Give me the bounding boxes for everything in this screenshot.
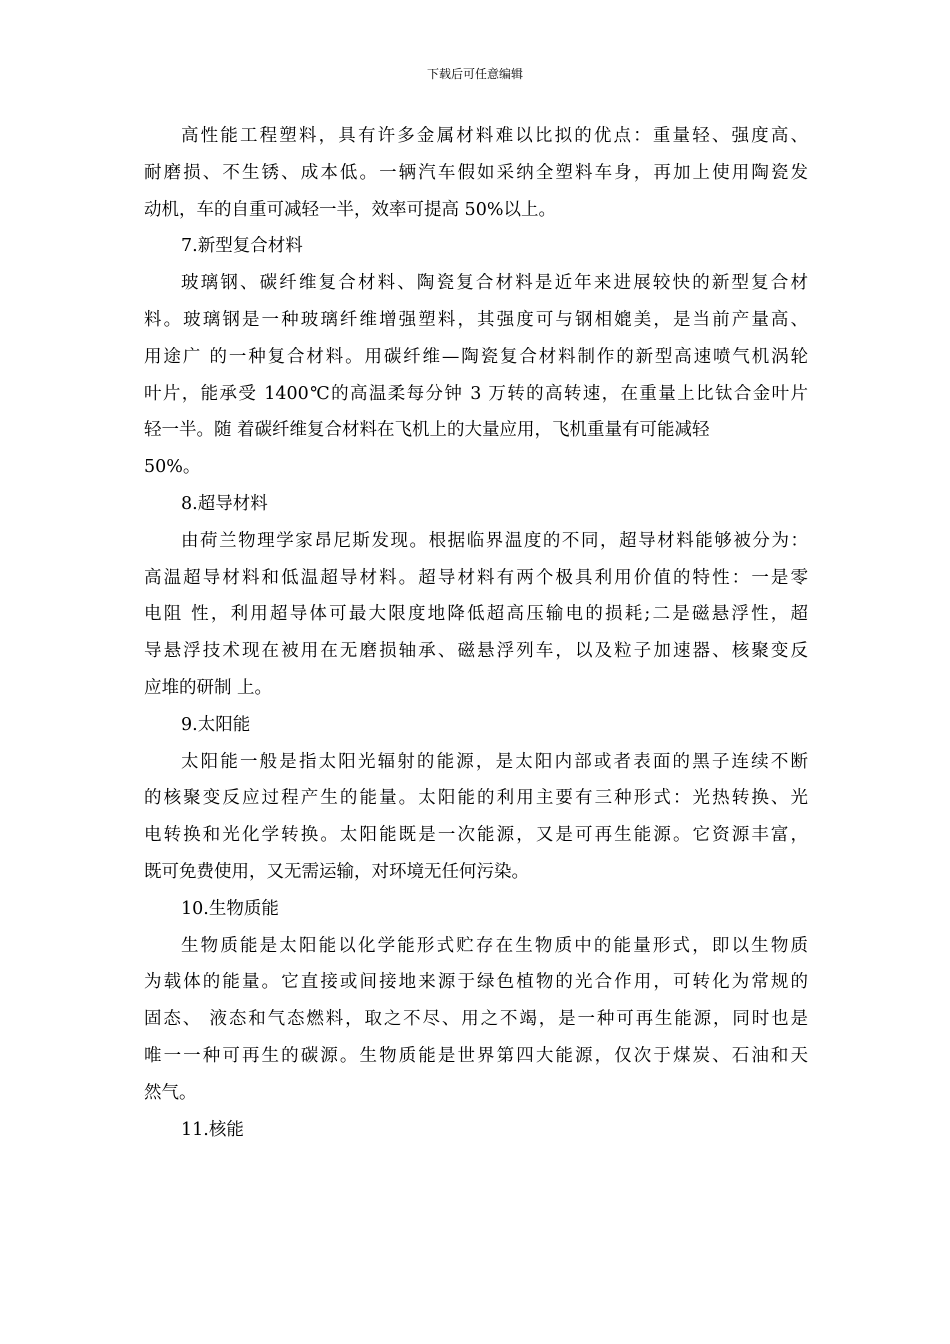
section-heading: 10.生物质能 xyxy=(181,898,279,919)
paragraph-line: 然气。 xyxy=(144,1082,197,1103)
paragraph-line: 50%。 xyxy=(144,457,201,478)
paragraph-line: 为载体的能量。它直接或间接地来源于绿色植物的光合作用，可转化为常规的 xyxy=(144,972,808,993)
paragraph-line: 叶片，能承受 1400℃的高温柔每分钟 3 万转的高转速，在重量上比钛合金叶片 xyxy=(144,383,808,404)
paragraph-line: 导悬浮技术现在被用在无磨损轴承、磁悬浮列车，以及粒子加速器、核聚变反 xyxy=(144,641,808,662)
section-heading: 9.太阳能 xyxy=(181,714,251,735)
paragraph-line: 生物质能是太阳能以化学能形式贮存在生物质中的能量形式，即以生物质 xyxy=(181,935,808,956)
paragraph-line: 由荷兰物理学家昂尼斯发现。根据临界温度的不同，超导材料能够被分为： xyxy=(181,530,808,551)
paragraph-line: 耐磨损、不生锈、成本低。一辆汽车假如采纳全塑料车身，再加上使用陶瓷发 xyxy=(144,162,808,183)
paragraph-line: 太阳能一般是指太阳光辐射的能源，是太阳内部或者表面的黑子连续不断 xyxy=(181,751,808,772)
paragraph-line: 应堆的研制 上。 xyxy=(144,677,273,698)
paragraph-line: 轻一半。随 着碳纤维复合材料在飞机上的大量应用，飞机重量有可能减轻 xyxy=(144,420,710,441)
paragraph-line: 的核聚变反应过程产生的能量。太阳能的利用主要有三种形式：光热转换、光 xyxy=(144,788,808,809)
paragraph-line: 用途广 的一种复合材料。用碳纤维—陶瓷复合材料制作的新型高速喷气机涡轮 xyxy=(144,346,808,367)
paragraph-line: 高温超导材料和低温超导材料。超导材料有两个极具利用价值的特性：一是零 xyxy=(144,567,808,588)
document-body xyxy=(144,118,808,1148)
paragraph-line: 既可免费使用，又无需运输，对环境无任何污染。 xyxy=(144,861,529,882)
paragraph-line: 动机，车的自重可减轻一半，效率可提高 50%以上。 xyxy=(144,199,556,220)
section-heading: 8.超导材料 xyxy=(181,493,268,514)
section-heading: 7.新型复合材料 xyxy=(181,236,303,257)
paragraph-line: 唯一一种可再生的碳源。生物质能是世界第四大能源，仅次于煤炭、石油和天 xyxy=(144,1045,808,1066)
paragraph-line: 玻璃钢、碳纤维复合材料、陶瓷复合材料是近年来进展较快的新型复合材 xyxy=(181,273,808,294)
paragraph-line: 料。玻璃钢是一种玻璃纤维增强塑料，其强度可与钢相媲美，是当前产量高、 xyxy=(144,309,808,330)
paragraph-line: 电阻 性，利用超导体可最大限度地降低超高压输电的损耗;二是磁悬浮性，超 xyxy=(144,604,808,625)
header-note: 下载后可任意编辑 xyxy=(426,67,523,81)
section-heading: 11.核能 xyxy=(181,1119,244,1140)
paragraph-line: 固态、 液态和气态燃料，取之不尽、用之不竭，是一种可再生能源，同时也是 xyxy=(144,1009,808,1030)
paragraph-line: 电转换和光化学转换。太阳能既是一次能源，又是可再生能源。它资源丰富， xyxy=(144,825,808,846)
paragraph-line: 高性能工程塑料，具有许多金属材料难以比拟的优点：重量轻、强度高、 xyxy=(181,126,808,146)
